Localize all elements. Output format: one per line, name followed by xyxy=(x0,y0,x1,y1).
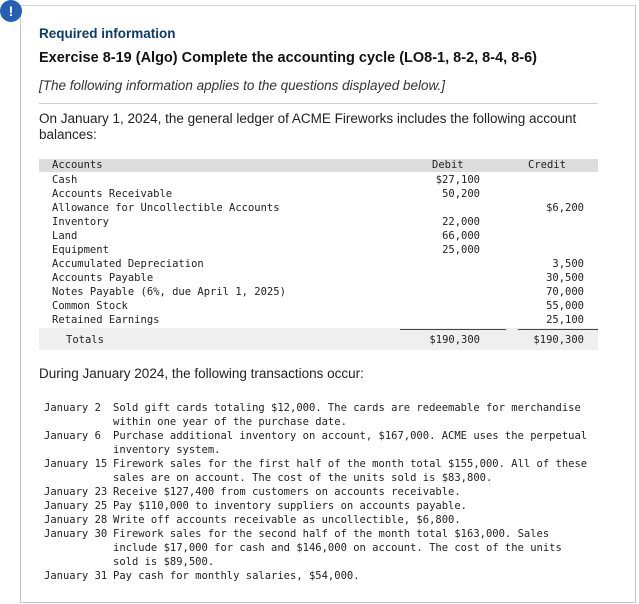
credit-amount: 3,500 xyxy=(552,258,584,270)
credit-amount: 55,000 xyxy=(546,300,584,312)
debit-amount: 50,200 xyxy=(442,188,480,200)
transaction-description-line: Firework sales for the first half of the month total $155,000. All of these xyxy=(113,458,588,470)
divider xyxy=(39,103,598,104)
account-name: Inventory xyxy=(52,216,109,228)
account-name: Land xyxy=(52,230,78,242)
totals-row xyxy=(39,328,598,350)
transaction-description-line: Sold gift cards totaling $12,000. The cards are redeemable for merchandise xyxy=(113,402,581,414)
account-name: Common Stock xyxy=(52,300,128,312)
account-name: Equipment xyxy=(52,244,109,256)
header-accounts: Accounts xyxy=(52,159,103,171)
debit-amount: 66,000 xyxy=(442,230,480,242)
transaction-date: January 28 xyxy=(44,514,108,526)
transaction-description-line: Purchase additional inventory on account, $167,000. ACME uses the perpetual xyxy=(113,430,588,442)
account-name: Accounts Receivable xyxy=(52,188,173,200)
transaction-date: January 15 xyxy=(44,458,108,470)
debit-total-rule xyxy=(400,329,506,330)
debit-amount: 22,000 xyxy=(442,216,480,228)
debit-amount: $27,100 xyxy=(435,174,480,186)
account-name: Allowance for Uncollectible Accounts xyxy=(52,202,280,214)
account-name: Retained Earnings xyxy=(52,314,160,326)
credit-amount: 25,100 xyxy=(546,314,584,326)
transaction-description-line: include $17,000 for cash and $146,000 on account. The cost of the units xyxy=(113,542,562,554)
header-debit: Debit xyxy=(432,159,464,171)
header-credit: Credit xyxy=(528,159,566,171)
transaction-date: January 31 xyxy=(44,570,108,582)
credit-total-rule xyxy=(518,329,598,330)
account-name: Cash xyxy=(52,174,78,186)
transaction-date: January 2 xyxy=(44,402,101,414)
transaction-date: January 6 xyxy=(44,430,101,442)
transaction-description-line: Pay $110,000 to inventory suppliers on accounts payable. xyxy=(113,500,468,512)
transaction-description-line: inventory system. xyxy=(113,444,221,456)
credit-amount: 30,500 xyxy=(546,272,584,284)
required-information-heading: Required information xyxy=(39,26,176,41)
transaction-description-line: Receive $127,400 from customers on accounts receivable. xyxy=(113,486,461,498)
transaction-description-line: sold is $89,500. xyxy=(113,556,215,568)
transaction-date: January 23 xyxy=(44,486,108,498)
credit-amount: $6,200 xyxy=(546,202,584,214)
transaction-description-line: Pay cash for monthly salaries, $54,000. xyxy=(113,570,360,582)
account-name: Accumulated Depreciation xyxy=(52,258,204,270)
transaction-description-line: Firework sales for the second half of the month total $163,000. Sales xyxy=(113,528,550,540)
credit-amount: 70,000 xyxy=(546,286,584,298)
transaction-description-line: sales are on account. The cost of the units sold is $83,800. xyxy=(113,472,493,484)
totals-credit: $190,300 xyxy=(533,334,584,346)
totals-label: Totals xyxy=(66,334,104,346)
totals-debit: $190,300 xyxy=(429,334,480,346)
transaction-description-line: Write off accounts receivable as uncollectible, $6,800. xyxy=(113,514,461,526)
exercise-title: Exercise 8-19 (Algo) Complete the accounting cycle (LO8-1, 8-2, 8-4, 8-6) xyxy=(39,50,537,66)
debit-amount: 25,000 xyxy=(442,244,480,256)
applies-note: [The following information applies to the questions displayed below.] xyxy=(39,78,445,93)
account-name: Accounts Payable xyxy=(52,272,154,284)
transaction-description-line: within one year of the purchase date. xyxy=(113,416,347,428)
alert-icon: ! xyxy=(0,0,22,22)
transaction-date: January 25 xyxy=(44,500,108,512)
account-name: Notes Payable (6%, due April 1, 2025) xyxy=(52,286,286,298)
intro-text: On January 1, 2024, the general ledger of ACME Fireworks includes the following account balances: xyxy=(39,111,577,142)
table-header-row xyxy=(39,159,598,172)
transaction-date: January 30 xyxy=(44,528,108,540)
during-text: During January 2024, the following transactions occur: xyxy=(39,366,364,381)
